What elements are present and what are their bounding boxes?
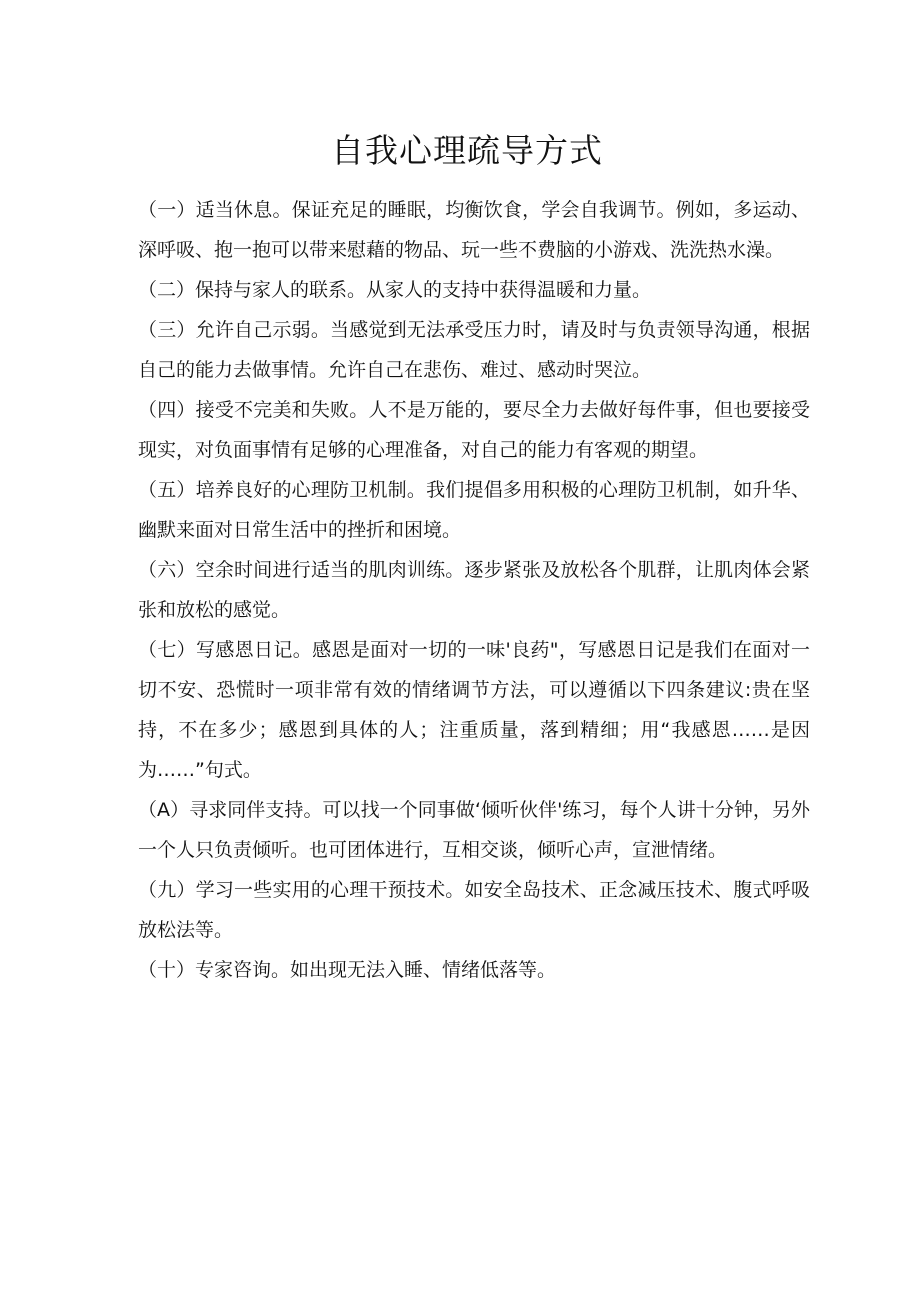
paragraph-text: 寻求同伴支持。可以找一个同事做‘倾听伙伴'练习，每个人讲十分钟，另外一个人只负责倾听。也可团体进行，互相交谈，倾听心声，宣泄情绪。: [138, 799, 811, 861]
paragraph-marker: （三）: [138, 319, 196, 341]
paragraph-text: 允许自己示弱。当感觉到无法承受压力时，请及时与负责领导沟通，根据自己的能力去做事情。允许自己在悲伤、难过、感动时哭泣。: [138, 319, 810, 381]
paragraph-text: 专家咨询。如出现无法入睡、情绪低落等。: [195, 959, 557, 981]
paragraph-5: [138, 470, 810, 550]
paragraph-marker: （二）: [138, 279, 196, 301]
paragraph-marker: （一）: [138, 199, 196, 221]
paragraph-text: 写感恩日记。感恩是面对一切的一味'良药"，写感恩日记是我们在面对一切不安、恐慌时一项非常有效的情绪调节方法，可以遵循以下四条建议:贵在坚持，不在多少；感恩到具体的人；注重质量，落到精细；用“我感恩……是因为……”句式。: [138, 639, 810, 781]
paragraph-text: 空余时间进行适当的肌肉训练。逐步紧张及放松各个肌群，让肌肉体会紧张和放松的感觉。: [138, 559, 810, 621]
paragraph-marker: （十）: [138, 959, 196, 981]
paragraph-1: [138, 190, 810, 270]
paragraph-8: [138, 790, 810, 870]
paragraph-3: [138, 310, 810, 390]
paragraph-text: 培养良好的心理防卫机制。我们提倡多用积极的心理防卫机制，如升华、幽默来面对日常生活中的挫折和困境。: [138, 479, 810, 541]
paragraph-text: 学习一些实用的心理干预技术。如安全岛技术、正念减压技术、腹式呼吸放松法等。: [138, 879, 810, 941]
paragraph-text: 保持与家人的联系。从家人的支持中获得温暖和力量。: [195, 279, 652, 301]
paragraph-2: [138, 270, 810, 310]
paragraph-10: [138, 950, 810, 990]
paragraph-marker: （四）: [138, 399, 196, 421]
paragraph-marker: （五）: [138, 479, 196, 501]
paragraph-text: 适当休息。保证充足的睡眠，均衡饮食，学会自我调节。例如，多运动、深呼吸、抱一抱可以带来慰藉的物品、玩一些不费脑的小游戏、洗洗热水澡。: [138, 199, 810, 261]
paragraph-9: [138, 870, 810, 950]
paragraph-text: 接受不完美和失败。人不是万能的，要尽全力去做好每件事，但也要接受现实，对负面事情有足够的心理准备，对自己的能力有客观的期望。: [138, 399, 810, 461]
document-body: [138, 190, 810, 990]
paragraph-marker: （九）: [138, 879, 196, 901]
paragraph-6: [138, 550, 810, 630]
paragraph-7: [138, 630, 810, 790]
paragraph-marker: （A）: [138, 799, 190, 821]
paragraph-4: [138, 390, 810, 470]
paragraph-marker: （七）: [138, 639, 197, 661]
paragraph-marker: （六）: [138, 559, 196, 581]
document-title: 自我心理疏导方式: [331, 131, 603, 170]
